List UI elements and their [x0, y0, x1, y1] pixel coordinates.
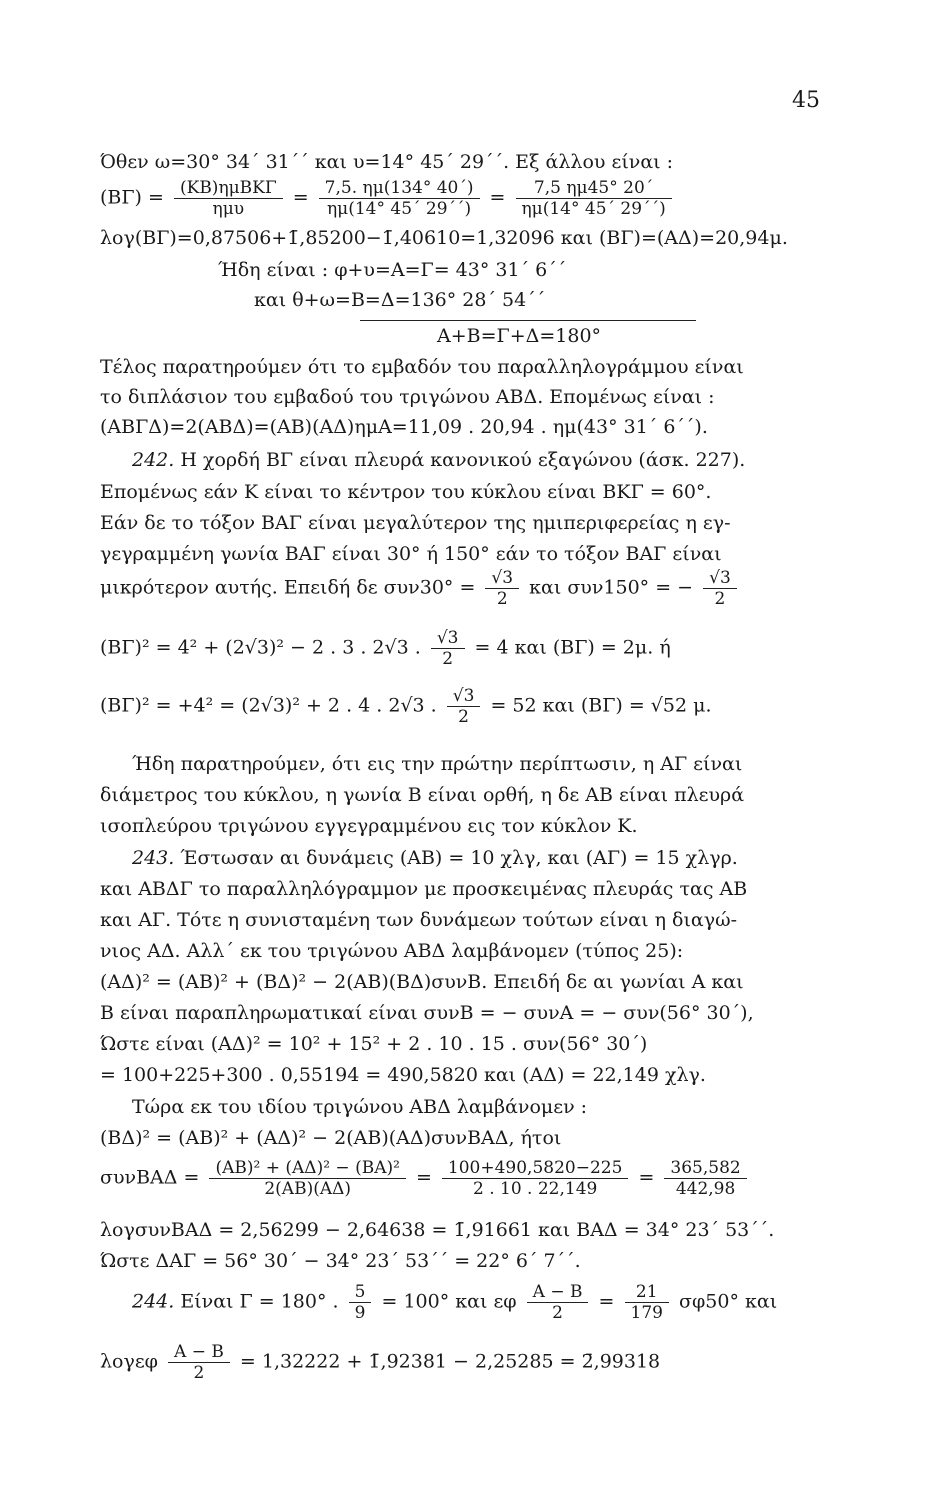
text-line: (ΑΒΓΔ)=2(ΑΒΔ)=(ΑΒ)(ΑΔ)ημΑ=11,09 . 20,94 . ημ(43° 31΄ 6΄΄).	[100, 416, 708, 438]
text-line: λογεφ $\frac{A - B}{2}$ = 1,32222 + 1̄,92381 − 2,25285 = 2̄,99318	[100, 1342, 661, 1383]
fraction: $\frac{7,5 \eta\mu 45^\circ 20΄}{\eta\mu(14^\circ 45΄ 29΄΄)}$	[516, 178, 672, 219]
text-line: ισοπλεύρου τριγώνου εγγεγραμμένου εις τον κύκλον Κ.	[100, 815, 638, 837]
text-line: το διπλάσιον του εμβαδού του τριγώνου ΑΒΔ. Επομένως είναι :	[100, 386, 715, 408]
text-line: Ώστε ΔΑΓ = 56° 30΄ − 34° 23΄ 53΄΄ = 22° 6΄ 7΄΄.	[100, 1250, 581, 1272]
text-line: και ΑΒΔΓ το παραλληλόγραμμον με προσκειμένας πλευράς τας ΑΒ	[100, 878, 748, 900]
fraction: $\frac{A - B}{2}$	[168, 1342, 230, 1383]
text-line: (ΒΓ)² = +4² = (2√3)² + 2 . 4 . 2√3 . $\frac{√3}{2}$ = 52 και (ΒΓ) = √52 μ.	[100, 686, 712, 727]
text-line: (ΒΔ)² = (ΑΒ)² + (ΑΔ)² − 2(ΑΒ)(ΑΔ)συνΒΑΔ, ήτοι	[100, 1127, 562, 1149]
exercise-number: 243.	[132, 847, 175, 869]
equation-cos: συνΒΑΔ = $\frac{\text{(ΑΒ)² + (ΑΔ)² − (ΒΑ)²}}{2(AB)(A\Delta)}$ = $\frac{100+490,5820-225}{2 . 10 . 22,149}$ = $\frac{365,582}{442,98}$	[100, 1158, 751, 1199]
fraction: $\frac{365,582}{442,98}$	[664, 1158, 746, 1199]
text-line: (ΒΓ)² = 4² + (2√3)² − 2 . 3 . 2√3 . $\frac{√3}{2}$ = 4 και (ΒΓ) = 2μ. ή	[100, 628, 671, 669]
text-line: λογ(ΒΓ)=0,87506+1̄,85200−1̄,40610=1,32096 και (ΒΓ)=(ΑΔ)=20,94μ.	[100, 227, 788, 249]
eq-lhs: (ΒΓ) =	[100, 186, 164, 209]
text-line: γεγραμμένη γωνία ΒΑΓ είναι 30° ή 150° εάν το τόξον ΒΑΓ είναι	[100, 543, 722, 565]
fraction: $\frac{100+490,5820-225}{2 . 10 . 22,149}$	[442, 1158, 629, 1199]
text-line: 243. Έστωσαν αι δυνάμεις (ΑΒ) = 10 χλγ, και (ΑΓ) = 15 χλγρ.	[132, 847, 738, 869]
text-line: και θ+ω=Β=Δ=136° 28΄ 54΄΄	[254, 289, 546, 311]
text-line: 242. Η χορδή ΒΓ είναι πλευρά κανονικού εξαγώνου (άσκ. 227).	[132, 449, 746, 471]
fraction: $\frac{√3}{2}$	[447, 686, 481, 727]
text-line: (ΑΔ)² = (ΑΒ)² + (ΒΔ)² − 2(ΑΒ)(ΒΔ)συνΒ. Επειδή δε αι γωνίαι Α και	[100, 971, 744, 993]
text-line: Ώστε είναι (ΑΔ)² = 10² + 15² + 2 . 10 . 15 . συν(56° 30΄)	[100, 1033, 648, 1055]
equation-bg: (ΒΓ) = $\frac{\text{(ΚΒ)ημΒΚΓ}}{\text{ημυ}}$ = $\frac{7,5. \eta\mu(134^\circ 40΄)}{\eta\mu(14^\circ 45΄ 29΄΄)}$ = $\frac{7,5 \eta\mu 45^\circ 20΄}{\eta\mu(14^\circ 45΄ 29΄΄)}$	[100, 178, 676, 219]
text-line: Εάν δε το τόξον ΒΑΓ είναι μεγαλύτερον της ημιπεριφερείας η εγ-	[100, 512, 731, 534]
fraction: $\frac{\text{(ΑΒ)² + (ΑΔ)² − (ΒΑ)²}}{2(AB)(A\Delta)}$	[209, 1158, 405, 1199]
text-line: Β είναι παραπληρωματικαί είναι συνΒ = − συνΑ = − συν(56° 30΄),	[100, 1002, 754, 1024]
text-line: Ήδη παρατηρούμεν, ότι εις την πρώτην περίπτωσιν, η ΑΓ είναι	[132, 753, 743, 775]
text-line: 244. Είναι Γ = 180° . $\frac{5}{9}$ = 100° και εφ $\frac{A - B}{2}$ = $\frac{21}{179}$ σφ50° και	[132, 1282, 778, 1323]
text-line: = 100+225+300 . 0,55194 = 490,5820 και (ΑΔ) = 22,149 χλγ.	[100, 1064, 706, 1086]
text-line: Τέλος παρατηρούμεν ότι το εμβαδόν του παραλληλογράμμου είναι	[100, 356, 744, 378]
fraction: $\frac{A - B}{2}$	[527, 1282, 589, 1323]
fraction: $\frac{7,5. \eta\mu(134^\circ 40΄)}{\eta\mu(14^\circ 45΄ 29΄΄)}$	[319, 178, 480, 219]
fraction: $\frac{√3}{2}$	[703, 568, 737, 609]
text-line: Ήδη είναι : φ+υ=Α=Γ= 43° 31΄ 6΄΄	[218, 259, 567, 281]
sum-rule	[360, 320, 696, 321]
text-line: διάμετρος του κύκλου, η γωνία Β είναι ορθή, η δε ΑΒ είναι πλευρά	[100, 784, 745, 806]
text-line: μικρότερον αυτής. Επειδή δε συν30° = $\frac{√3}{2}$ και συν150° = − $\frac{√3}{2}$	[100, 568, 741, 609]
exercise-number: 242.	[132, 449, 175, 471]
text-line: Όθεν ω=30° 34΄ 31΄΄ και υ=14° 45΄ 29΄΄. Εξ άλλου είναι :	[100, 151, 674, 173]
fraction: $\frac{√3}{2}$	[485, 568, 519, 609]
text-line: Επομένως εάν Κ είναι το κέντρον του κύκλου είναι ΒΚΓ = 60°.	[100, 481, 712, 503]
text-line: λογσυνΒΑΔ = 2,56299 − 2,64638 = 1̄,91661 και ΒΑΔ = 34° 23΄ 53΄΄.	[100, 1219, 775, 1241]
page-number: 45	[792, 88, 820, 113]
exercise-number: 244.	[132, 1290, 175, 1313]
text-line: Τώρα εκ του ιδίου τριγώνου ΑΒΔ λαμβάνομεν :	[132, 1096, 588, 1118]
text-line: και ΑΓ. Τότε η συνισταμένη των δυνάμεων τούτων είναι η διαγώ-	[100, 909, 738, 931]
text-line: νιος ΑΔ. Αλλ΄ εκ του τριγώνου ΑΒΔ λαμβάνομεν (τύπος 25):	[100, 940, 684, 962]
fraction: $\frac{√3}{2}$	[431, 628, 465, 669]
fraction: $\frac{21}{179}$	[625, 1282, 669, 1323]
fraction: $\frac{\text{(ΚΒ)ημΒΚΓ}}{\text{ημυ}}$	[174, 178, 283, 219]
text-line: Α+Β=Γ+Δ=180°	[437, 325, 602, 347]
fraction: $\frac{5}{9}$	[349, 1282, 372, 1323]
